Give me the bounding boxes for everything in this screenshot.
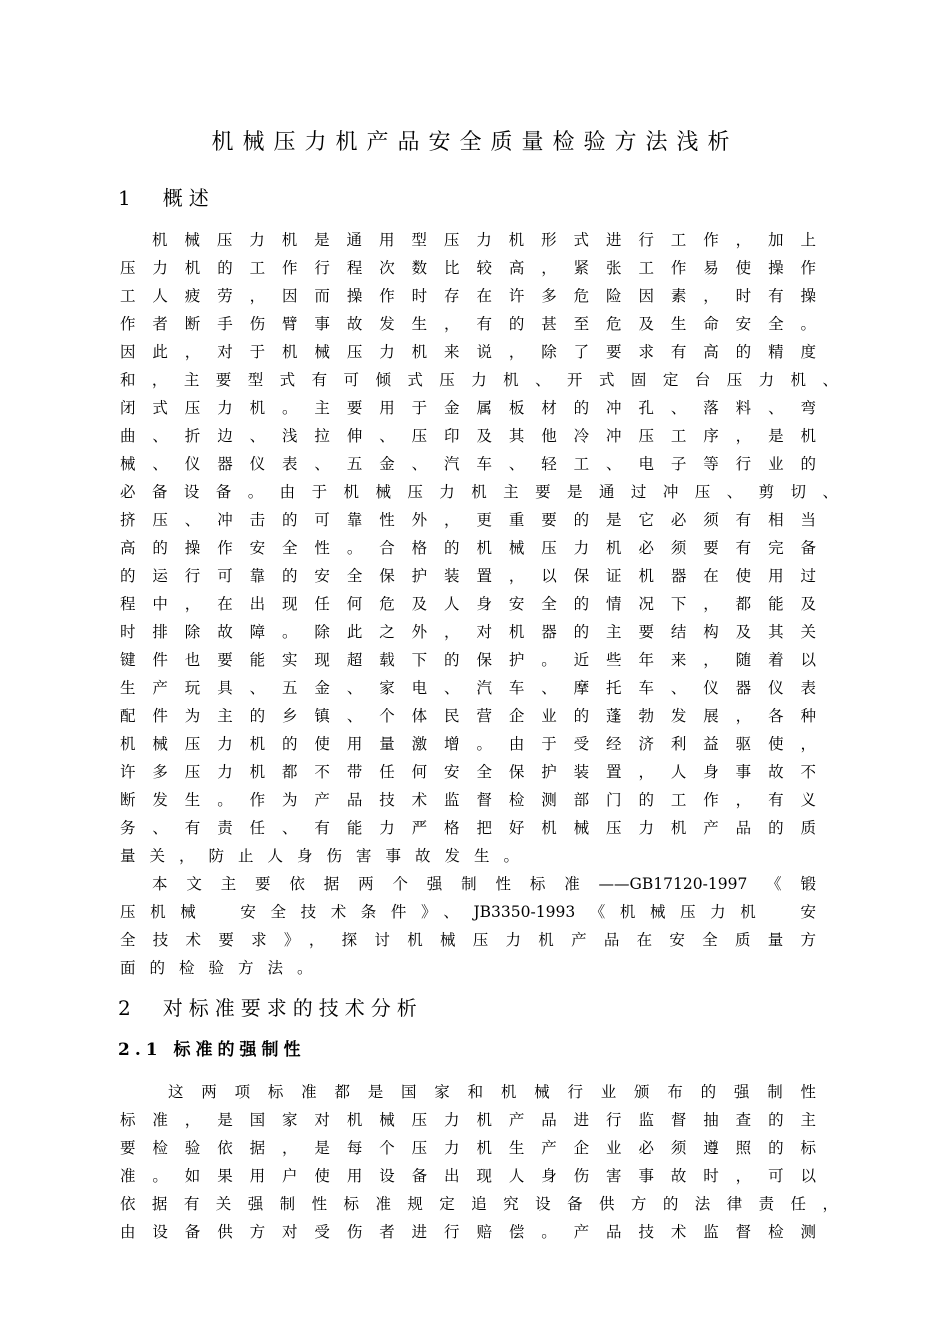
paragraph-line: 许多压力机都不带任何安全保护装置，人身事故不 (120, 763, 816, 781)
paragraph-line: 作者断手伤臂事故发生，有的甚至危及生命安全。 (120, 315, 816, 333)
paragraph-line: 要检验依据，是每个压力机生产企业必须遵照的标 (120, 1139, 816, 1157)
paragraph-line: 必备设备。由于机械压力机主要是通过冲压、剪切、 (120, 483, 838, 501)
paragraph-line: 务、有责任、有能力严格把好机械压力机产品的质 (120, 819, 816, 837)
paragraph-line: 工人疲劳，因而操作时存在许多危险因素，时有操 (120, 287, 816, 305)
paragraph-line: 准。如果用户使用设备出现人身伤害事故时，可以 (120, 1167, 816, 1185)
paragraph-line: 配件为主的乡镇、个体民营企业的蓬勃发展，各种 (120, 707, 816, 725)
paragraph-line: 断发生。作为产品技术监督检测部门的工作，有义 (120, 791, 816, 809)
paragraph-line: 闭式压力机。主要用于金属板材的冲孔、落料、弯 (120, 399, 816, 417)
paragraph-line: 因此，对于机械压力机来说，除了要求有高的精度 (120, 343, 816, 361)
paragraph-line: 面的检验方法。 (120, 959, 327, 977)
paragraph-line: 的运行可靠的安全保护装置，以保证机器在使用过 (120, 567, 816, 585)
section-2-1-heading: 2.1 标准的强制性 (118, 1040, 306, 1060)
document-title: 机械压力机产品安全质量检验方法浅析 (211, 130, 739, 155)
paragraph-line: 生产玩具、五金、家电、汽车、摩托车、仪器仪表 (120, 679, 816, 697)
paragraph-line: 全技术要求》，探讨机械压力机产品在安全质量方 (120, 931, 816, 949)
paragraph-line: 量关，防止人身伤害事故发生。 (120, 847, 534, 865)
paragraph-line: 程中，在出现任何危及人身安全的情况下，都能及 (120, 595, 816, 613)
paragraph-line: 和，主要型式有可倾式压力机、开式固定台压力机、 (120, 371, 838, 389)
paragraph-line: 依据有关强制性标准规定追究设备供方的法律责任， (120, 1195, 838, 1213)
paragraph-line: 由设备供方对受伤者进行赔偿。产品技术监督检测 (120, 1223, 816, 1241)
paragraph-line: 挤压、冲击的可靠性外，更重要的是它必须有相当 (120, 511, 816, 529)
section-1-heading: 1 概述 (118, 186, 215, 210)
paragraph-line: 械、仪器仪表、五金、汽车、轻工、电子等行业的 (120, 455, 816, 473)
paragraph-line: 时排除故障。除此之外，对机器的主要结构及其关 (120, 623, 816, 641)
paragraph-line: 压机械 安全技术条件》、JB3350-1993《机械压力机 安 (120, 903, 816, 921)
paragraph-line: 机械压力机是通用型压力机形式进行工作，加上 (152, 231, 816, 249)
paragraph-line: 本文主要依据两个强制性标准——GB17120-1997《锻 (152, 875, 816, 893)
paragraph-line: 压力机的工作行程次数比较高，紧张工作易使操作 (120, 259, 816, 277)
paragraph-line: 机械压力机的使用量激增。由于受经济利益驱使， (120, 735, 816, 753)
paragraph-line: 标准，是国家对机械压力机产品进行监督抽查的主 (120, 1111, 816, 1129)
paragraph-line: 曲、折边、浅拉伸、压印及其他冷冲压工序，是机 (120, 427, 816, 445)
paragraph-line: 键件也要能实现超载下的保护。近些年来，随着以 (120, 651, 816, 669)
paragraph-line: 高的操作安全性。合格的机械压力机必须要有完备 (120, 539, 816, 557)
section-2-heading: 2 对标准要求的技术分析 (118, 996, 423, 1020)
paragraph-line: 这两项标准都是国家和机械行业颁布的强制性 (168, 1083, 816, 1101)
